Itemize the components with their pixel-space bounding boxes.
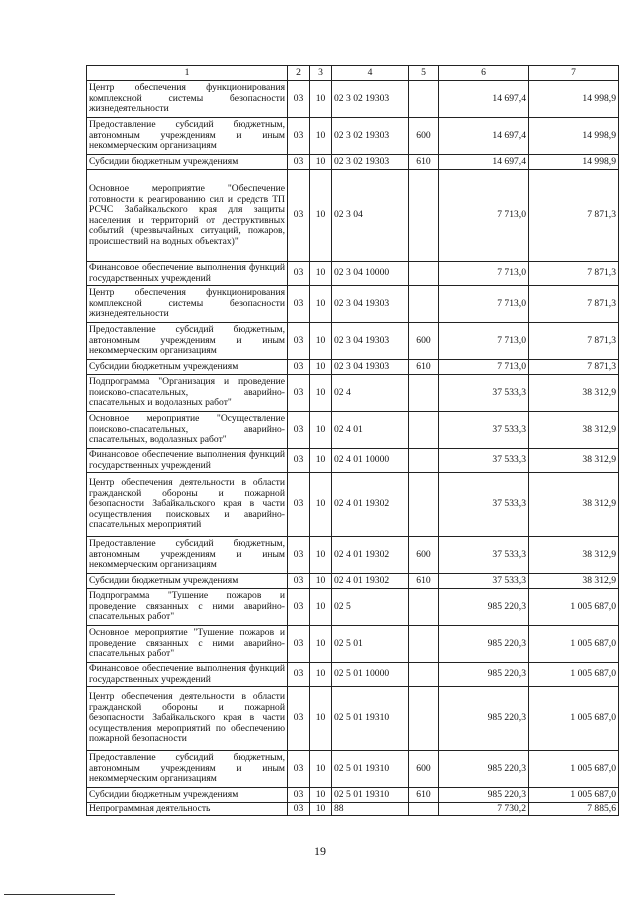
row-amount-year-2: 7 871,3 [529,323,619,360]
table-row [87,537,619,574]
row-amount-year-2: 38 312,9 [529,537,619,574]
row-expense-type: 610 [409,574,439,589]
table-row [87,449,619,473]
row-amount-year-2: 14 998,9 [529,118,619,155]
row-target-code: 02 3 04 19303 [332,360,409,375]
row-name: Основное мероприятие "Осуществление поисково-спасательных, аварийно-спасательных, водолазных работ" [87,412,288,449]
row-amount-year-2: 7 871,3 [529,170,619,262]
row-target-code: 02 5 01 [332,626,409,663]
row-subsection: 10 [310,788,332,803]
row-name: Субсидии бюджетным учреждениям [87,360,288,375]
header-row [87,66,619,81]
table-row [87,360,619,375]
row-target-code: 02 4 01 19302 [332,537,409,574]
header-cell-1: 1 [87,66,288,81]
row-target-code: 02 5 01 19310 [332,788,409,803]
row-amount-year-1: 985 220,3 [439,589,529,626]
header-cell-5: 5 [409,66,439,81]
row-amount-year-1: 985 220,3 [439,788,529,803]
table-row [87,412,619,449]
row-target-code: 02 3 04 19303 [332,323,409,360]
row-name: Центр обеспечения функционирования комплексной системы безопасности жизнедеятельности [87,81,288,118]
row-section: 03 [288,170,310,262]
header-cell-6: 6 [439,66,529,81]
row-amount-year-1: 37 533,3 [439,449,529,473]
table-row [87,286,619,323]
row-target-code: 02 3 02 19303 [332,155,409,170]
row-amount-year-1: 985 220,3 [439,663,529,687]
row-amount-year-2: 38 312,9 [529,473,619,537]
row-target-code: 02 5 01 10000 [332,663,409,687]
row-amount-year-2: 38 312,9 [529,449,619,473]
header-cell-4: 4 [332,66,409,81]
row-name: Финансовое обеспечение выполнения функций государственных учреждений [87,663,288,687]
row-expense-type [409,170,439,262]
row-amount-year-2: 7 871,3 [529,262,619,286]
row-amount-year-2: 14 998,9 [529,81,619,118]
row-subsection: 10 [310,375,332,412]
row-expense-type: 600 [409,751,439,788]
table-row [87,323,619,360]
row-amount-year-2: 7 871,3 [529,360,619,375]
page-number: 19 [314,844,326,858]
row-amount-year-1: 7 713,0 [439,262,529,286]
table-row [87,155,619,170]
row-amount-year-1: 985 220,3 [439,626,529,663]
row-amount-year-1: 14 697,4 [439,81,529,118]
row-name: Основное мероприятие "Тушение пожаров и проведение связанных с ними аварийно-спасательных работ" [87,626,288,663]
row-subsection: 10 [310,155,332,170]
row-target-code: 02 3 02 19303 [332,81,409,118]
row-target-code: 88 [332,803,409,816]
row-amount-year-1: 7 730,2 [439,803,529,816]
row-amount-year-2: 1 005 687,0 [529,788,619,803]
row-amount-year-2: 1 005 687,0 [529,751,619,788]
row-name: Подпрограмма "Организация и проведение поисково-спасательных, аварийно-спасательных и водолазных работ" [87,375,288,412]
table-row [87,788,619,803]
row-subsection: 10 [310,262,332,286]
row-target-code: 02 5 01 19310 [332,751,409,788]
row-subsection: 10 [310,170,332,262]
row-section: 03 [288,589,310,626]
row-name: Предоставление субсидий бюджетным, автономным учреждениям и иным некоммерческим организациям [87,118,288,155]
table-body [87,81,619,816]
row-section: 03 [288,537,310,574]
row-section: 03 [288,803,310,816]
row-name: Непрограммная деятельность [87,803,288,816]
row-expense-type [409,412,439,449]
row-expense-type: 600 [409,118,439,155]
row-name: Финансовое обеспечение выполнения функций государственных учреждений [87,449,288,473]
row-subsection: 10 [310,118,332,155]
row-expense-type: 610 [409,360,439,375]
row-target-code: 02 4 01 10000 [332,449,409,473]
table-row [87,574,619,589]
row-name: Субсидии бюджетным учреждениям [87,155,288,170]
table-row [87,118,619,155]
row-amount-year-1: 37 533,3 [439,537,529,574]
row-expense-type: 600 [409,323,439,360]
row-expense-type [409,375,439,412]
row-subsection: 10 [310,449,332,473]
header-cell-7: 7 [529,66,619,81]
row-section: 03 [288,626,310,663]
row-name: Финансовое обеспечение выполнения функций государственных учреждений [87,262,288,286]
row-expense-type [409,449,439,473]
row-expense-type [409,626,439,663]
budget-table [86,65,619,816]
row-section: 03 [288,473,310,537]
row-expense-type [409,262,439,286]
row-amount-year-1: 14 697,4 [439,118,529,155]
row-section: 03 [288,663,310,687]
row-amount-year-2: 7 871,3 [529,286,619,323]
row-section: 03 [288,118,310,155]
row-subsection: 10 [310,626,332,663]
row-subsection: 10 [310,323,332,360]
table-row [87,751,619,788]
row-subsection: 10 [310,687,332,751]
row-name: Центр обеспечения деятельности в области гражданской обороны и пожарной безопасности Забайкальского края в части осуществления поисковых и аварийно-спасательных мероприятий [87,473,288,537]
row-section: 03 [288,687,310,751]
row-amount-year-2: 38 312,9 [529,412,619,449]
row-amount-year-1: 985 220,3 [439,687,529,751]
row-name: Подпрограмма "Тушение пожаров и проведение связанных с ними аварийно-спасательных работ" [87,589,288,626]
row-expense-type [409,687,439,751]
row-section: 03 [288,262,310,286]
row-amount-year-2: 38 312,9 [529,375,619,412]
row-target-code: 02 4 [332,375,409,412]
row-name: Субсидии бюджетным учреждениям [87,788,288,803]
header-cell-3: 3 [310,66,332,81]
row-section: 03 [288,81,310,118]
row-target-code: 02 5 [332,589,409,626]
table-row [87,626,619,663]
row-name: Центр обеспечения деятельности в области гражданской обороны и пожарной безопасности Забайкальского края в части осуществления мероприятий по обеспечению пожарной безопасности [87,687,288,751]
row-subsection: 10 [310,663,332,687]
header-cell-2: 2 [288,66,310,81]
row-expense-type [409,81,439,118]
table-row [87,81,619,118]
row-amount-year-1: 7 713,0 [439,170,529,262]
row-name: Центр обеспечения функционирования комплексной системы безопасности жизнедеятельности [87,286,288,323]
row-expense-type [409,473,439,537]
row-amount-year-2: 1 005 687,0 [529,626,619,663]
row-subsection: 10 [310,574,332,589]
row-amount-year-2: 1 005 687,0 [529,687,619,751]
table-row [87,663,619,687]
row-section: 03 [288,574,310,589]
table-row [87,375,619,412]
row-subsection: 10 [310,473,332,537]
row-section: 03 [288,788,310,803]
row-section: 03 [288,412,310,449]
table-row [87,589,619,626]
row-name: Предоставление субсидий бюджетным, автономным учреждениям и иным некоммерческим организациям [87,751,288,788]
row-subsection: 10 [310,751,332,788]
row-amount-year-1: 37 533,3 [439,375,529,412]
row-target-code: 02 4 01 19302 [332,574,409,589]
row-name: Основное мероприятие "Обеспечение готовности к реагированию сил и средств ТП РСЧС Забайкальского края для защиты населения и территорий от деструктивных событий (чрезвычайных ситуаций, пожаров, происшествий на водных объектах)" [87,170,288,262]
row-name: Субсидии бюджетным учреждениям [87,574,288,589]
table-row [87,262,619,286]
row-target-code: 02 4 01 19302 [332,473,409,537]
row-amount-year-1: 7 713,0 [439,286,529,323]
row-expense-type [409,803,439,816]
row-target-code: 02 3 04 19303 [332,286,409,323]
table-header [87,66,619,81]
row-name: Предоставление субсидий бюджетным, автономным учреждениям и иным некоммерческим организациям [87,323,288,360]
row-target-code: 02 3 04 10000 [332,262,409,286]
row-target-code: 02 3 04 [332,170,409,262]
row-section: 03 [288,286,310,323]
table-row [87,170,619,262]
row-subsection: 10 [310,360,332,375]
row-subsection: 10 [310,286,332,323]
row-expense-type [409,663,439,687]
row-section: 03 [288,751,310,788]
row-amount-year-1: 7 713,0 [439,360,529,375]
row-target-code: 02 3 02 19303 [332,118,409,155]
row-section: 03 [288,155,310,170]
row-expense-type [409,286,439,323]
row-amount-year-1: 7 713,0 [439,323,529,360]
row-amount-year-2: 38 312,9 [529,574,619,589]
row-section: 03 [288,360,310,375]
row-target-code: 02 5 01 19310 [332,687,409,751]
row-section: 03 [288,323,310,360]
row-expense-type: 600 [409,537,439,574]
table-row [87,687,619,751]
row-subsection: 10 [310,81,332,118]
row-section: 03 [288,375,310,412]
row-subsection: 10 [310,589,332,626]
row-amount-year-1: 37 533,3 [439,473,529,537]
row-expense-type [409,589,439,626]
row-subsection: 10 [310,537,332,574]
row-amount-year-2: 1 005 687,0 [529,663,619,687]
row-amount-year-2: 7 885,6 [529,803,619,816]
row-expense-type: 610 [409,788,439,803]
row-name: Предоставление субсидий бюджетным, автономным учреждениям и иным некоммерческим организациям [87,537,288,574]
row-amount-year-1: 14 697,4 [439,155,529,170]
row-expense-type: 610 [409,155,439,170]
row-amount-year-2: 1 005 687,0 [529,589,619,626]
row-amount-year-1: 37 533,3 [439,412,529,449]
row-target-code: 02 4 01 [332,412,409,449]
row-amount-year-1: 37 533,3 [439,574,529,589]
footer-divider [4,894,115,895]
row-section: 03 [288,449,310,473]
row-amount-year-2: 14 998,9 [529,155,619,170]
table-row [87,473,619,537]
row-subsection: 10 [310,803,332,816]
row-subsection: 10 [310,412,332,449]
table-row [87,803,619,816]
row-amount-year-1: 985 220,3 [439,751,529,788]
